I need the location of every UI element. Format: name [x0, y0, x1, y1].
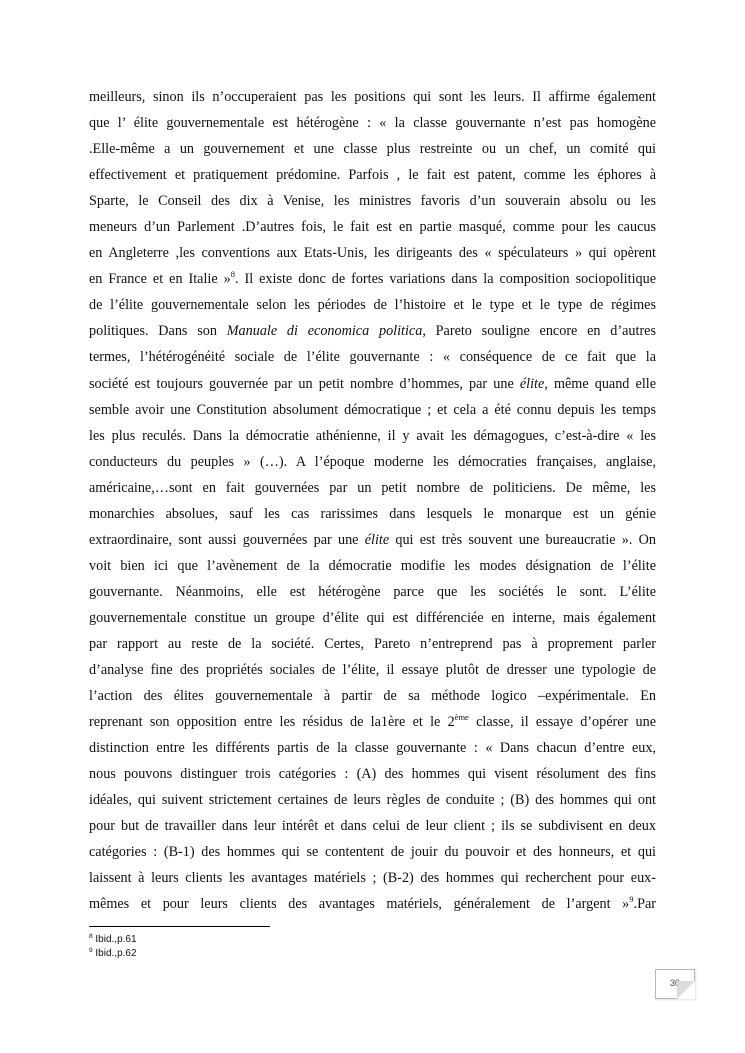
text-segment: . Il existe donc de fortes variations dans la composition sociopolitique — [234, 271, 656, 288]
text-segment: classe, il essaye d’opérer une — [468, 714, 656, 731]
footnote-separator — [89, 926, 270, 927]
page-number: 30 — [669, 978, 680, 988]
text-line — [89, 709, 656, 735]
text-line: par rapport au reste de la société. Certes, Pareto n’entreprend pas à proprement parler — [89, 635, 656, 652]
text-line: l’action des élites gouvernementale à partir de sa méthode logico –expérimentale. En — [89, 688, 656, 705]
text-segment: politiques. Dans son — [89, 323, 227, 340]
text-line: laissent à leurs clients les avantages matériels ; (B-2) des hommes qui recherchent pour eux- — [89, 870, 656, 887]
text-segment: reprenant son opposition entre les résidus de la1ère et le 2 — [89, 714, 455, 731]
text-line — [89, 527, 656, 553]
text-line: Sparte, le Conseil des dix à Venise, les ministres favoris d’un souverain absolu ou les — [89, 193, 656, 210]
text-line: pour but de travailler dans leur intérêt et dans celui de leur client ; ils se subdivisent en deux — [89, 818, 656, 835]
text-line: .Elle-même a un gouvernement et une classe plus restreinte ou un chef, un comité qui — [89, 141, 656, 158]
footnote-reference: 8 — [230, 269, 235, 280]
page-number-box — [655, 969, 695, 999]
footnote — [89, 947, 489, 961]
footnote — [89, 933, 489, 947]
text-line: de l’élite gouvernementale selon les périodes de l’histoire et le type et le type de régimes — [89, 297, 656, 314]
text-segment: extraordinaire, sont aussi gouvernées par une — [89, 531, 365, 548]
footnote-number: 8 — [89, 933, 93, 940]
text-line: semble avoir une Constitution absolument démocratique ; et cela a été connu depuis les temps — [89, 401, 656, 418]
text-line: termes, l’hétérogénéité sociale de l’élite gouvernante : « conséquence de ce fait que la — [89, 349, 656, 366]
text-line: voit bien ici que l’avènement de la démocratie modifie les modes désignation de l’élite — [89, 557, 656, 574]
text-line — [89, 266, 656, 292]
text-line: en Angleterre ,les conventions aux Etats-Unis, les dirigeants des « spéculateurs » qui opèrent — [89, 245, 656, 262]
footnote-reference: ème — [454, 712, 469, 723]
text-line: nous pouvons distinguer trois catégories : (A) des hommes qui visent résolument des fins — [89, 766, 656, 783]
text-line: américaine,…sont en fait gouvernées par un petit nombre de politiciens. De même, les — [89, 479, 656, 496]
text-line: meneurs d’un Parlement .D’autres fois, le fait est en partie masqué, comme pour les caucus — [89, 219, 656, 236]
text-line: les plus reculés. Dans la démocratie athénienne, il y avait les démagogues, c’est-à-dire « les — [89, 427, 656, 444]
text-line: distinction entre les différents partis de la classe gouvernante : « Dans chacun d’entre eux, — [89, 740, 656, 757]
text-line: meilleurs, sinon ils n’occuperaient pas les positions qui sont les leurs. Il affirme également — [89, 89, 656, 105]
page-curl-icon — [677, 981, 695, 999]
footnote-text: Ibid.,p.62 — [92, 948, 137, 959]
text-segment: .Par — [633, 896, 656, 913]
text-segment: qui est très souvent une bureaucratie ». On — [389, 531, 657, 548]
text-line: effectivement et pratiquement prédomine. Parfois , le fait est patent, comme les éphores à — [89, 167, 656, 184]
text-line — [89, 891, 656, 917]
text-line: d’analyse fine des propriétés sociales de l’élite, il essaye plutôt de dresser une typologie de — [89, 662, 656, 679]
text-line: que l’ élite gouvernementale est hétérogène : « la classe gouvernante n’est pas homogène — [89, 115, 656, 132]
text-segment: en France et en Italie » — [89, 271, 231, 288]
footnote-number: 9 — [89, 947, 93, 954]
text-segment: , même quand elle — [544, 375, 656, 392]
text-line: gouvernementale constitue un groupe d’élite qui est différenciée en interne, mais également — [89, 609, 656, 626]
text-segment: mêmes et pour leurs clients des avantages matériels, généralement de l’argent » — [89, 896, 630, 913]
text-line — [89, 371, 656, 397]
text-segment: , Pareto souligne encore en d’autres — [422, 323, 656, 340]
footnote-text: Ibid.,p.61 — [92, 934, 137, 945]
italic-text: Manuale di economica politica — [226, 323, 423, 340]
footnote-reference: 9 — [629, 894, 634, 905]
text-line: conducteurs du peuples » (…). A l’époque moderne les démocraties françaises, anglaise, — [89, 453, 656, 470]
italic-text: élite — [519, 375, 545, 392]
text-line: idéales, qui suivent strictement certaines de leurs règles de conduite ; (B) des hommes qui ont — [89, 792, 656, 809]
text-line — [89, 318, 656, 344]
footnotes — [89, 933, 489, 961]
text-line: monarchies absolues, sauf les cas rarissimes dans lesquels le monarque est un génie — [89, 505, 656, 522]
italic-text: élite — [364, 531, 390, 548]
text-segment: société est toujours gouvernée par un petit nombre d’hommes, par une — [89, 375, 520, 392]
text-line: catégories : (B-1) des hommes qui se contentent de jouir du pouvoir et des honneurs, et qui — [89, 844, 656, 861]
body-text — [89, 84, 656, 918]
text-line: gouvernante. Néanmoins, elle est hétérogène parce que les sociétés le sont. L’élite — [89, 583, 656, 600]
